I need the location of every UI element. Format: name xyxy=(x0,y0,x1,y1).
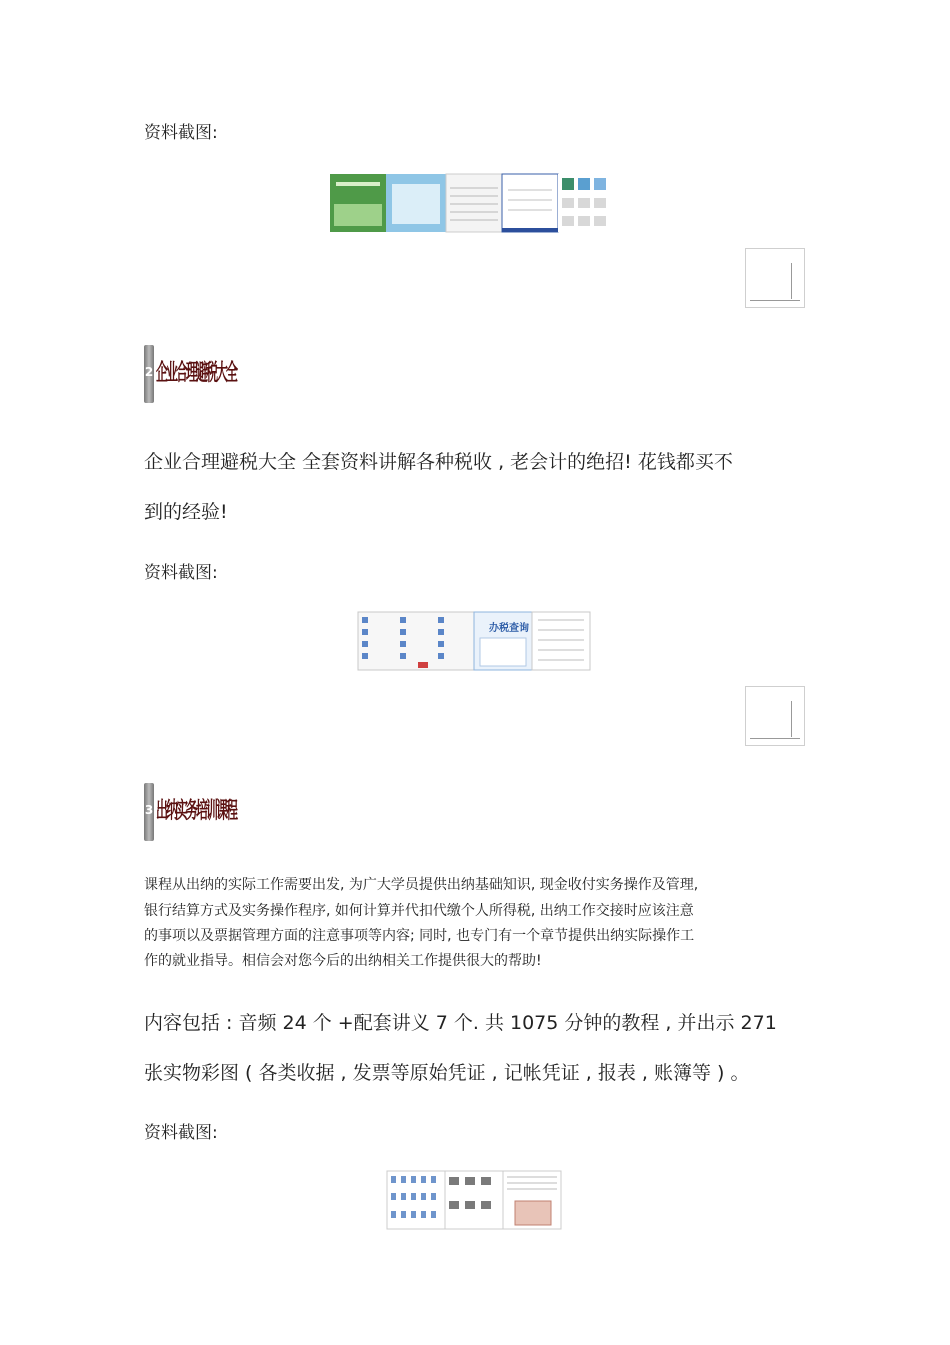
document-icon xyxy=(745,686,805,746)
screenshot-label: 资料截图: xyxy=(144,123,218,143)
badge-title: 企业合理避税大全 xyxy=(156,359,237,386)
description-line: 银行结算方式及实务操作程序, 如何计算并代扣代缴个人所得税, 出纳工作交接时应该注意 xyxy=(144,903,694,919)
material-screenshot-strip xyxy=(387,1171,561,1229)
badge-number: 2 xyxy=(144,365,154,379)
section-badge xyxy=(144,783,237,841)
screenshot-thumbnails xyxy=(330,174,618,232)
badge-title: 出纳实务培训课程 xyxy=(156,797,237,824)
screenshot-thumbnails xyxy=(387,1171,561,1229)
description-line: 作的就业指导。相信会对您今后的出纳相关工作提供很大的帮助! xyxy=(144,953,542,969)
document-icon xyxy=(745,248,805,308)
thumb-banner-text: 办税查询 xyxy=(489,623,529,634)
screenshot-label: 资料截图: xyxy=(144,1123,218,1143)
badge-number: 3 xyxy=(144,803,154,817)
description-line: 的事项以及票据管理方面的注意事项等内容; 同时, 也专门有一个章节提供出纳实际操作工 xyxy=(144,928,695,944)
material-screenshot-strip xyxy=(330,174,618,232)
description-line: 课程从出纳的实际工作需要出发, 为广大学员提供出纳基础知识, 现金收付实务操作及管理, xyxy=(144,877,699,893)
screenshot-label: 资料截图: xyxy=(144,563,218,583)
intro-text-line: 企业合理避税大全 全套资料讲解各种税收 , 老会计的绝招! 花钱都买不 xyxy=(144,451,733,473)
section-badge xyxy=(144,345,237,403)
material-screenshot-strip xyxy=(358,612,590,670)
intro-text-line: 到的经验! xyxy=(144,501,228,523)
content-line: 内容包括 : 音频 24 个 +配套讲义 7 个. 共 1075 分钟的教程 , 并出示 271 xyxy=(144,1012,777,1034)
content-line: 张实物彩图 ( 各类收据 , 发票等原始凭证 , 记帐凭证 , 报表 , 账簿等 ) 。 xyxy=(144,1062,750,1084)
screenshot-thumbnails xyxy=(358,612,590,670)
